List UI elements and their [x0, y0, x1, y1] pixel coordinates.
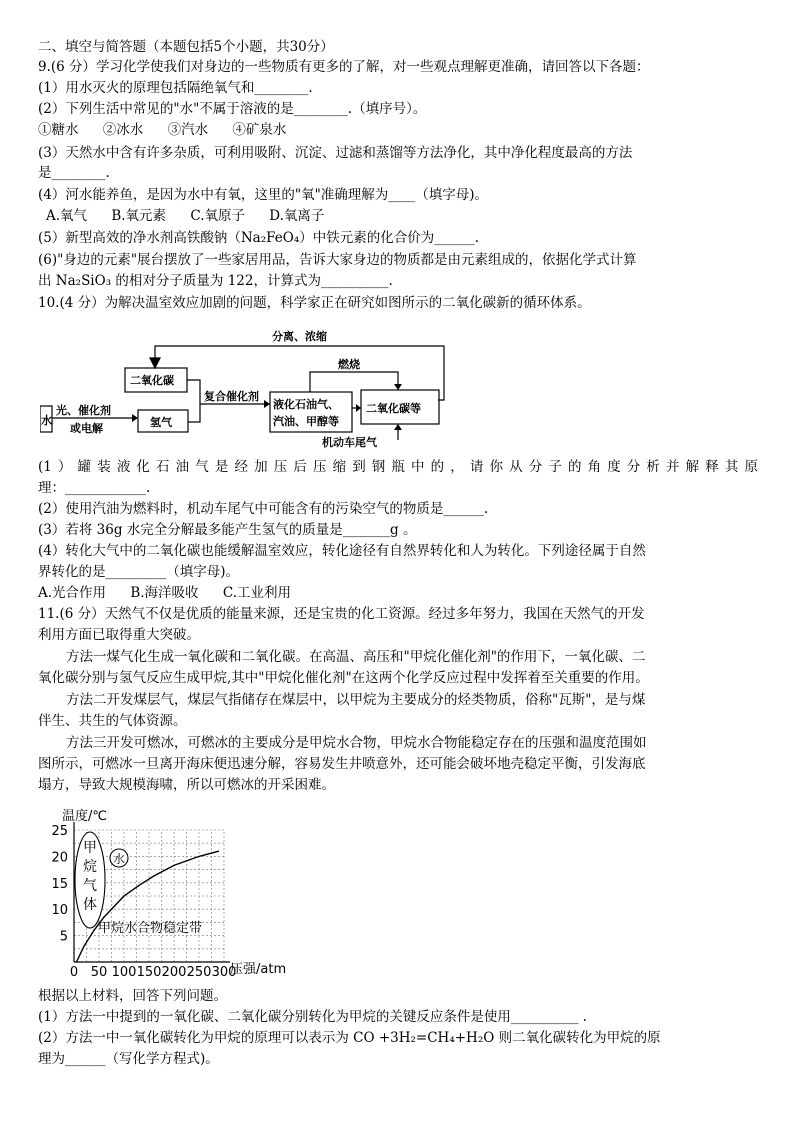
q9-option-2: ②冰水	[102, 122, 144, 138]
q10-part1-line1: (1）罐装液化石油气是经加压后压缩到钢瓶中的，请你从分子的角度分析并解释其原	[38, 459, 758, 475]
fuel-label-line1: 液化石油气、	[273, 398, 339, 411]
gas-region-char: 气	[83, 878, 97, 894]
q10-part4-options	[38, 584, 311, 602]
q9-option-1: ①糖水	[38, 122, 79, 138]
y-tick-label: 15	[51, 876, 68, 892]
q9-option-3: ③汽水	[167, 122, 209, 138]
fuel-label-line2: 汽油、甲醇等	[273, 415, 339, 428]
q11-method2-line1: 方法二开发煤层气，煤层气指储存在煤层中，以甲烷为主要成分的烃类物质，俗称"瓦斯"，是与煤	[66, 692, 646, 708]
q11-method2-line2: 伴生、共生的气体资源。	[38, 713, 187, 729]
q11-method3-line3: 塌方，导致大规模海啸，所以可燃冰的开采困难。	[38, 777, 335, 793]
separation-label: 分离、浓缩	[272, 330, 327, 343]
q10-option-a: A.光合作用	[38, 585, 107, 601]
water-label: 水	[41, 414, 52, 427]
q9-p4-option-c: C.氧原子	[190, 208, 245, 224]
q11-part2-line1: (2）方法一中一氧化碳转化为甲烷的原理可以表示为 CO +3H₂=CH₄+H₂O 则二氧化碳转化为甲烷的原	[38, 1030, 661, 1046]
q10-option-b: B.海洋吸收	[130, 585, 199, 601]
water-annotation: 水	[113, 852, 126, 866]
q10-stem: 10.(4 分）为解决温室效应加剧的问题，科学家正在研究如图所示的二氧化碳新的循环体系。	[38, 295, 591, 311]
h2-label: 氢气	[150, 416, 172, 429]
q10-part3: (3）若将 36g 水完全分解最多能产生氢气的质量是_______g 。	[38, 522, 417, 538]
q11-method1-line2: 氧化碳分别与氢气反应生成甲烷,其中"甲烷化催化剂"在这两个化学反应过程中发挥着至关重要的作用。	[38, 670, 649, 686]
x-tick-label: 200	[161, 965, 187, 980]
co2-cycle-diagram	[40, 328, 460, 448]
gas-region-char: 甲	[83, 840, 97, 856]
burn-arrow-head	[394, 384, 402, 390]
co2-label: 二氧化碳	[130, 374, 174, 387]
separation-arrow-head	[150, 358, 160, 368]
y-tick-label: 5	[59, 929, 68, 945]
q9-part2-options	[38, 121, 306, 139]
exhaust-arrow-head	[394, 424, 402, 430]
light-catalyst-label: 光、催化剂	[56, 404, 111, 417]
q9-part4-options	[46, 207, 344, 225]
q11-method1-line1: 方法一煤气化生成一氧化碳和二氧化碳。在高温、高压和"甲烷化催化剂"的作用下，一氧化碳、二	[66, 649, 646, 665]
section-title: 二、填空与简答题（本题包括5个小题，共30分）	[38, 39, 334, 55]
x-tick-label: 50	[90, 965, 108, 980]
q9-p4-option-b: B.氧元素	[111, 208, 167, 224]
chart-xlabel: 压强/atm	[230, 962, 287, 977]
q11-part2-line2: 理为______（写化学方程式)。	[38, 1051, 219, 1067]
merge-line	[187, 380, 200, 422]
q9-p4-option-d: D.氧离子	[269, 208, 325, 224]
x-tick-label: 150	[136, 965, 162, 980]
q10-part1-line2: 理：____________.	[38, 480, 151, 496]
y-tick-label: 10	[51, 903, 68, 919]
gas-region-char: 体	[83, 897, 97, 913]
chart-ylabel: 温度/℃	[62, 809, 107, 824]
q11-stem-line1: 11.(6 分）天然气不仅是优质的能量来源，还是宝贵的化工资源。经过多年努力，我国在天然气的开发	[38, 606, 645, 622]
q9-stem: 9.(6 分）学习化学使我们对身边的一些物质有更多的了解，对一些观点理解更准确，请回答以下各题：	[38, 59, 650, 75]
q11-method3-line2: 图所示，可燃冰一旦离开海床便迅速分解，容易发生井喷意外，还可能会破坏地壳稳定平衡，引发海底	[38, 756, 646, 772]
composite-arrow-head	[264, 400, 270, 408]
x-tick-label: 300	[211, 965, 237, 980]
q11-method3-line1: 方法三开发可燃冰，可燃冰的主要成分是甲烷水合物，甲烷水合物能稳定存在的压强和温度范围如	[66, 735, 647, 751]
q10-part2: (2）使用汽油为燃料时，机动车尾气中可能含有的污染空气的物质是______.	[38, 501, 489, 517]
hydrate-stability-chart	[34, 800, 314, 980]
q11-part1: (1）方法一中提到的一氧化碳、二氧化碳分别转化为甲烷的关键反应条件是使用__________ .	[38, 1009, 587, 1025]
stable-band-label: 甲烷水合物稳定带	[98, 921, 203, 936]
x-tick-label: 250	[186, 965, 212, 980]
x-tick-label: 100	[111, 965, 137, 980]
q9-option-4: ④矿泉水	[232, 122, 287, 138]
q9-part6-line1: (6)"身边的元素"展台摆放了一些家居用品，告诉大家身边的物质都是由元素组成的，依据化学式计算	[38, 252, 637, 268]
fuel-arrow-head	[356, 404, 361, 412]
q9-part3-line2: 是________.	[38, 165, 110, 181]
q10-part4-line1: (4）转化大气中的二氧化碳也能缓解温室效应，转化途径有自然界转化和人为转化。下列途径属于自然	[38, 543, 646, 559]
q9-part4: (4）河水能养鱼，是因为水中有氧，这里的"氧"准确理解为____（填字母)。	[38, 187, 489, 203]
co2-etc-label: 二氧化碳等	[366, 402, 421, 415]
water-arrow-head	[132, 414, 138, 422]
q9-p4-option-a: A.氧气	[46, 208, 88, 224]
gas-region-char: 烷	[83, 859, 97, 875]
q10-option-c: C.工业利用	[222, 585, 291, 601]
y-tick-label: 25	[51, 824, 68, 839]
exhaust-label: 机动车尾气	[322, 436, 377, 448]
q11-after-chart: 根据以上材料，回答下列问题。	[38, 988, 227, 1004]
composite-catalyst-label: 复合催化剂	[204, 390, 259, 403]
y-tick-label: 20	[51, 850, 68, 866]
q9-part2: (2）下列生活中常见的"水"不属于溶液的是________.（填序号）。	[38, 101, 427, 117]
q9-part3-line1: (3）天然水中含有许多杂质，可利用吸附、沉淀、过滤和蒸馏等方法净化，其中净化程度最高的方法	[38, 145, 633, 161]
q10-part4-line2: 界转化的是_________（填字母)。	[38, 564, 240, 580]
q9-part6-line2: 出 Na₂SiO₃ 的相对分子质量为 122，计算式为__________.	[38, 273, 393, 289]
q11-stem-line2: 利用方面已取得重大突破。	[38, 627, 200, 643]
electrolysis-label: 或电解	[70, 422, 103, 435]
burn-label: 燃烧	[338, 358, 360, 371]
q9-part5: (5）新型高效的净水剂高铁酸钠（Na₂FeO₄）中铁元素的化合价为______.	[38, 230, 480, 246]
x-tick-label: 0	[69, 965, 79, 980]
burn-line	[310, 372, 398, 392]
q9-part1: (1）用水灭火的原理包括隔绝氧气和________.	[38, 80, 313, 96]
